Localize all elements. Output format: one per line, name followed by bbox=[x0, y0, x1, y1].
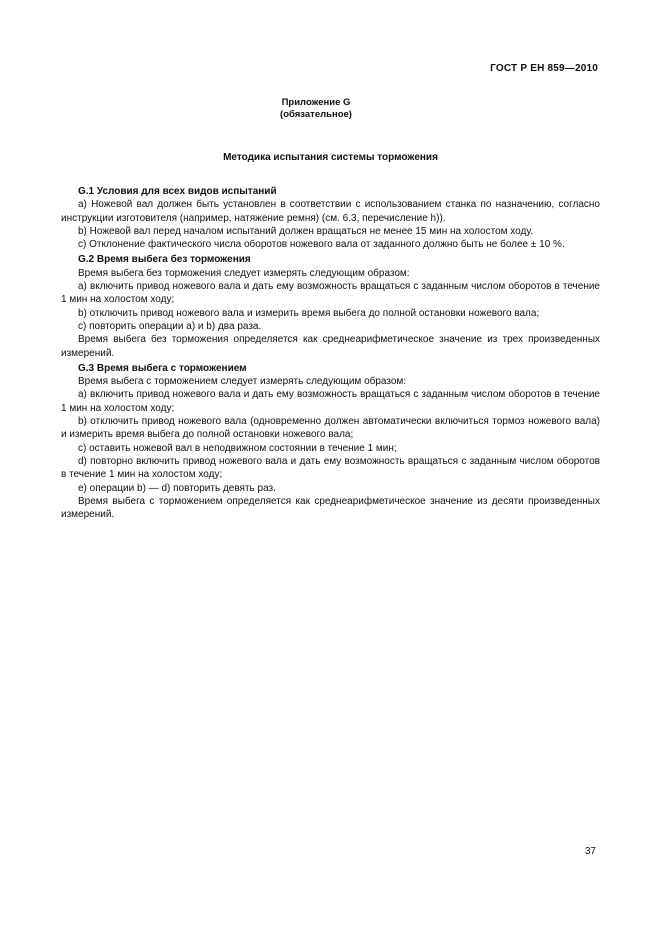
section-g3-conclusion: Время выбега с торможением определяется как среднеарифметическое значение из десяти произведенных измерений. bbox=[61, 495, 600, 521]
document-title: Методика испытания системы торможения bbox=[223, 152, 438, 163]
section-g3-heading: G.3 Время выбега с торможением bbox=[78, 362, 247, 374]
section-g3-item-b: b) отключить привод ножевого вала (одновременно должен автоматически включиться тормоз ножевого вала) и измерить время выбега до полной остановки ножевого вала; bbox=[61, 416, 600, 441]
section-g3-item-e: e) операции b) — d) повторить девять раз. bbox=[78, 482, 276, 494]
document-body bbox=[61, 183, 600, 521]
section-g2-heading: G.2 Время выбега без торможения bbox=[78, 254, 251, 266]
section-g3-item-c: c) оставить ножевой вал в неподвижном состоянии в течение 1 мин; bbox=[78, 442, 397, 454]
annex-block bbox=[61, 97, 571, 121]
document-code: ГОСТ Р ЕН 859—2010 bbox=[490, 63, 598, 74]
section-g1-item-a: a) Ножевой вал должен быть установлен в соответствии с использованием станка по назначению, согласно инструкции изготовителя (например, натяжение ремня) (см. 6.3, перечисление h)). bbox=[61, 199, 600, 224]
section-g1-item-c: c) Отклонение фактического числа оборотов ножевого вала от заданного должно быть не более ± 10 %. bbox=[78, 239, 565, 251]
section-g3-intro: Время выбега с торможением следует измерять следующим образом: bbox=[78, 376, 407, 388]
section-g1-item-b: b) Ножевой вал перед началом испытаний должен вращаться не менее 15 мин на холостом ходу. bbox=[78, 225, 534, 237]
annex-label: Приложение G bbox=[281, 97, 351, 108]
section-g2-item-a: a) включить привод ножевого вала и дать ему возможность вращаться с заданным числом оборотов в течение 1 мин на холостом ходу; bbox=[61, 281, 600, 306]
section-g3-item-d: d) повторно включить привод ножевого вала и дать ему возможность вращаться с заданным числом оборотов в течение 1 мин на холостом ходу; bbox=[61, 455, 600, 481]
page-number: 37 bbox=[584, 846, 596, 857]
section-g2-item-c: c) повторить операции a) и b) два раза. bbox=[78, 320, 262, 332]
section-g2-conclusion: Время выбега без торможения определяется как среднеарифметическое значение из трех произведенных измерений. bbox=[61, 334, 600, 359]
section-g2-intro: Время выбега без торможения следует измерять следующим образом: bbox=[78, 267, 410, 279]
section-g2-item-b: b) отключить привод ножевого вала и измерить время выбега до полной остановки ножевого вала; bbox=[78, 307, 540, 319]
annex-qualifier: (обязательное) bbox=[280, 109, 352, 120]
section-g3-item-a: a) включить привод ножевого вала и дать ему возможность вращаться с заданным числом оборотов в течение 1 мин на холостом ходу; bbox=[61, 389, 600, 414]
section-g1-heading: G.1 Условия для всех видов испытаний bbox=[78, 186, 277, 197]
